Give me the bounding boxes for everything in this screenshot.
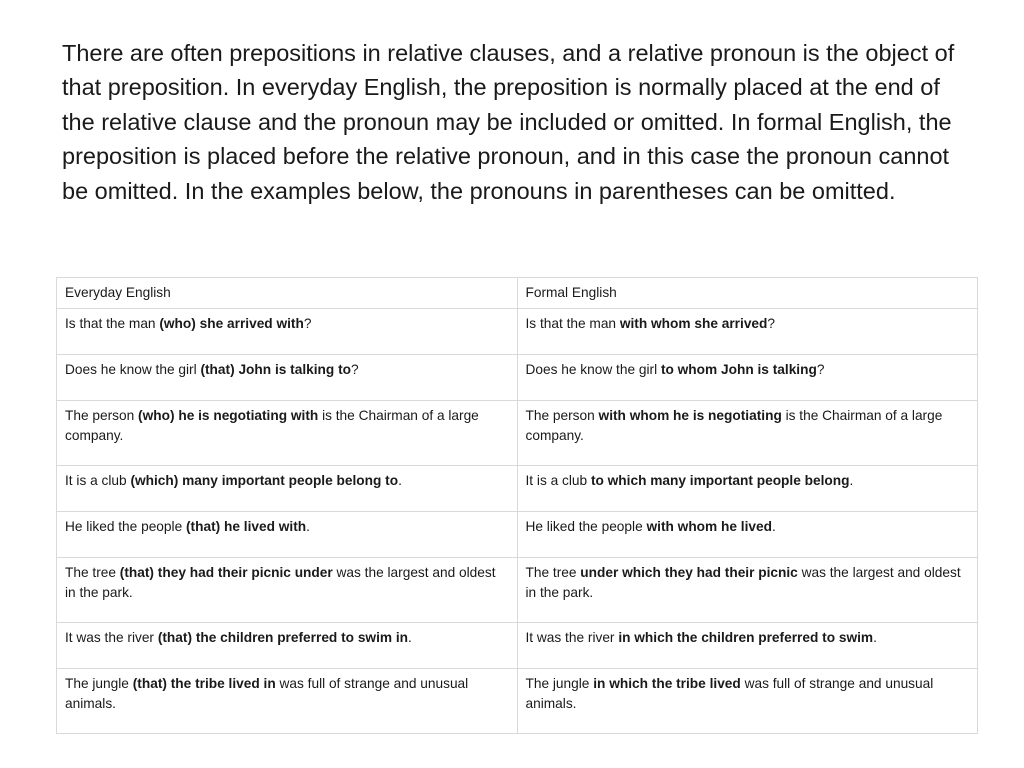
table-row bbox=[57, 558, 978, 623]
sentence-end: ? bbox=[303, 316, 312, 331]
table-row bbox=[57, 401, 978, 466]
sentence-start: It was the river bbox=[65, 630, 158, 645]
sentence-end: ? bbox=[767, 316, 776, 331]
sentence-end: . bbox=[849, 473, 854, 488]
sentence-end: is the Chairman of a large company. bbox=[65, 408, 479, 443]
sentence-start: It was the river bbox=[525, 630, 619, 645]
sentence-end: was the largest and oldest in the park. bbox=[65, 565, 496, 600]
sentence-end: . bbox=[306, 519, 310, 534]
sentence-start: The tree bbox=[525, 565, 581, 580]
sentence-end: was full of strange and unusual animals. bbox=[525, 676, 934, 711]
sentence-start: Is that the man bbox=[65, 316, 160, 331]
sentence-end: ? bbox=[351, 362, 359, 377]
relative-clause-highlight: with whom he is negotiating bbox=[598, 408, 782, 423]
relative-clause-highlight: (that) they had their picnic under bbox=[119, 565, 333, 580]
everyday-english-cell bbox=[57, 669, 518, 734]
sentence-start: Does he know the girl bbox=[65, 362, 201, 377]
table-row bbox=[57, 466, 978, 512]
relative-clause-highlight: with whom he lived bbox=[646, 519, 772, 534]
formal-english-cell bbox=[517, 466, 978, 512]
sentence-start: He liked the people bbox=[525, 519, 647, 534]
relative-clause-highlight: in which the children preferred to swim bbox=[618, 630, 874, 645]
everyday-english-cell bbox=[57, 623, 518, 669]
relative-clause-highlight: (that) he lived with bbox=[186, 519, 307, 534]
table-row bbox=[57, 512, 978, 558]
relative-clause-highlight: under which they had their picnic bbox=[580, 565, 798, 580]
header-formal-english: Formal English bbox=[517, 278, 978, 309]
everyday-english-cell bbox=[57, 355, 518, 401]
relative-clause-highlight: (that) John is talking to bbox=[200, 362, 351, 377]
relative-clause-highlight: to which many important people belong bbox=[590, 473, 850, 488]
everyday-english-cell bbox=[57, 558, 518, 623]
everyday-english-cell bbox=[57, 512, 518, 558]
formal-english-cell bbox=[517, 669, 978, 734]
relative-clause-highlight: in which the tribe lived bbox=[593, 676, 741, 691]
intro-paragraph: There are often prepositions in relative clauses, and a relative pronoun is the object of that preposition. In everyday English, the preposition is normally placed at the end of the relative clause and the pronoun may be included or omitted. In formal English, the preposition is placed before the relative pronoun, and in this case the pronoun cannot be omitted. In the examples below, the pronouns in parentheses can be omitted. bbox=[62, 40, 955, 204]
relative-clause-highlight: (that) the tribe lived in bbox=[132, 676, 276, 691]
sentence-end: was the largest and oldest in the park. bbox=[525, 565, 961, 600]
sentence-end: . bbox=[408, 630, 412, 645]
formal-english-cell bbox=[517, 558, 978, 623]
examples-table-container bbox=[56, 277, 978, 734]
everyday-english-cell bbox=[57, 309, 518, 355]
sentence-end: is the Chairman of a large company. bbox=[525, 408, 943, 443]
table-row bbox=[57, 309, 978, 355]
examples-table-body bbox=[57, 278, 978, 734]
table-row bbox=[57, 623, 978, 669]
formal-english-cell bbox=[517, 401, 978, 466]
relative-clause-highlight: (who) she arrived with bbox=[159, 316, 304, 331]
sentence-start: The jungle bbox=[525, 676, 594, 691]
header-everyday-english: Everyday English bbox=[57, 278, 518, 309]
sentence-start: He liked the people bbox=[65, 519, 186, 534]
everyday-english-cell bbox=[57, 466, 518, 512]
relative-clause-highlight: (which) many important people belong to bbox=[130, 473, 399, 488]
sentence-start: The person bbox=[65, 408, 139, 423]
sentence-end: . bbox=[398, 473, 402, 488]
examples-table bbox=[56, 277, 978, 734]
sentence-start: It is a club bbox=[525, 473, 591, 488]
formal-english-cell bbox=[517, 623, 978, 669]
relative-clause-highlight: (that) the children preferred to swim in bbox=[157, 630, 409, 645]
relative-clause-highlight: to whom John is talking bbox=[660, 362, 817, 377]
relative-clause-highlight: (who) he is negotiating with bbox=[138, 408, 319, 423]
sentence-end: . bbox=[771, 519, 776, 534]
sentence-end: . bbox=[873, 630, 877, 645]
formal-english-cell bbox=[517, 355, 978, 401]
sentence-start: Is that the man bbox=[525, 316, 620, 331]
sentence-end: was full of strange and unusual animals. bbox=[65, 676, 469, 711]
relative-clause-highlight: with whom she arrived bbox=[619, 316, 768, 331]
table-row bbox=[57, 669, 978, 734]
formal-english-cell bbox=[517, 309, 978, 355]
formal-english-cell bbox=[517, 512, 978, 558]
sentence-start: The person bbox=[525, 408, 599, 423]
table-header-row bbox=[57, 278, 978, 309]
everyday-english-cell bbox=[57, 401, 518, 466]
sentence-start: It is a club bbox=[65, 473, 131, 488]
table-row bbox=[57, 355, 978, 401]
sentence-start: The tree bbox=[65, 565, 120, 580]
sentence-start: Does he know the girl bbox=[525, 362, 661, 377]
sentence-start: The jungle bbox=[65, 676, 133, 691]
sentence-end: ? bbox=[816, 362, 825, 377]
